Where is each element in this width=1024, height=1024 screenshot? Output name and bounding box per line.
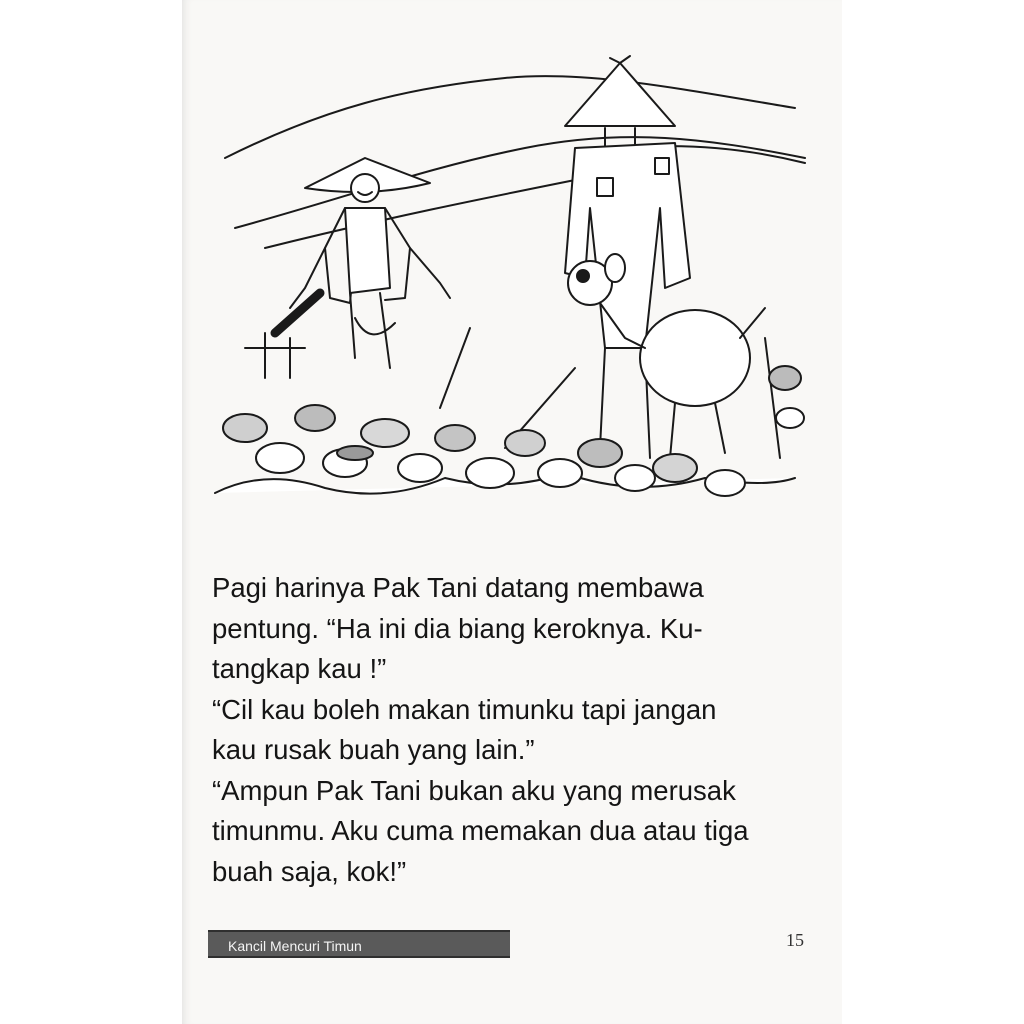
story-line: pentung. “Ha ini dia biang keroknya. Ku- [212, 612, 703, 644]
book-title-bar [208, 930, 510, 958]
story-line: Pagi harinya Pak Tani datang membawa [212, 572, 704, 603]
story-illustration [205, 48, 825, 508]
book-title: Kancil Mencuri Timun [228, 938, 362, 954]
page-number: 15 [786, 930, 804, 950]
story-line: tangkap kau !” [212, 653, 387, 684]
story-line: buah saja, kok!” [212, 855, 407, 887]
farmer-figure [275, 158, 450, 368]
story-line: timunmu. Aku cuma memakan dua atau tiga [212, 815, 749, 846]
story-line: kau rusak buah yang lain.” [212, 734, 535, 765]
story-text [212, 568, 812, 892]
sky-lines [225, 76, 805, 248]
story-line: “Ampun Pak Tani bukan aku yang merusak [212, 774, 736, 806]
story-line: “Cil kau boleh makan timunku tapi jangan [212, 693, 717, 725]
